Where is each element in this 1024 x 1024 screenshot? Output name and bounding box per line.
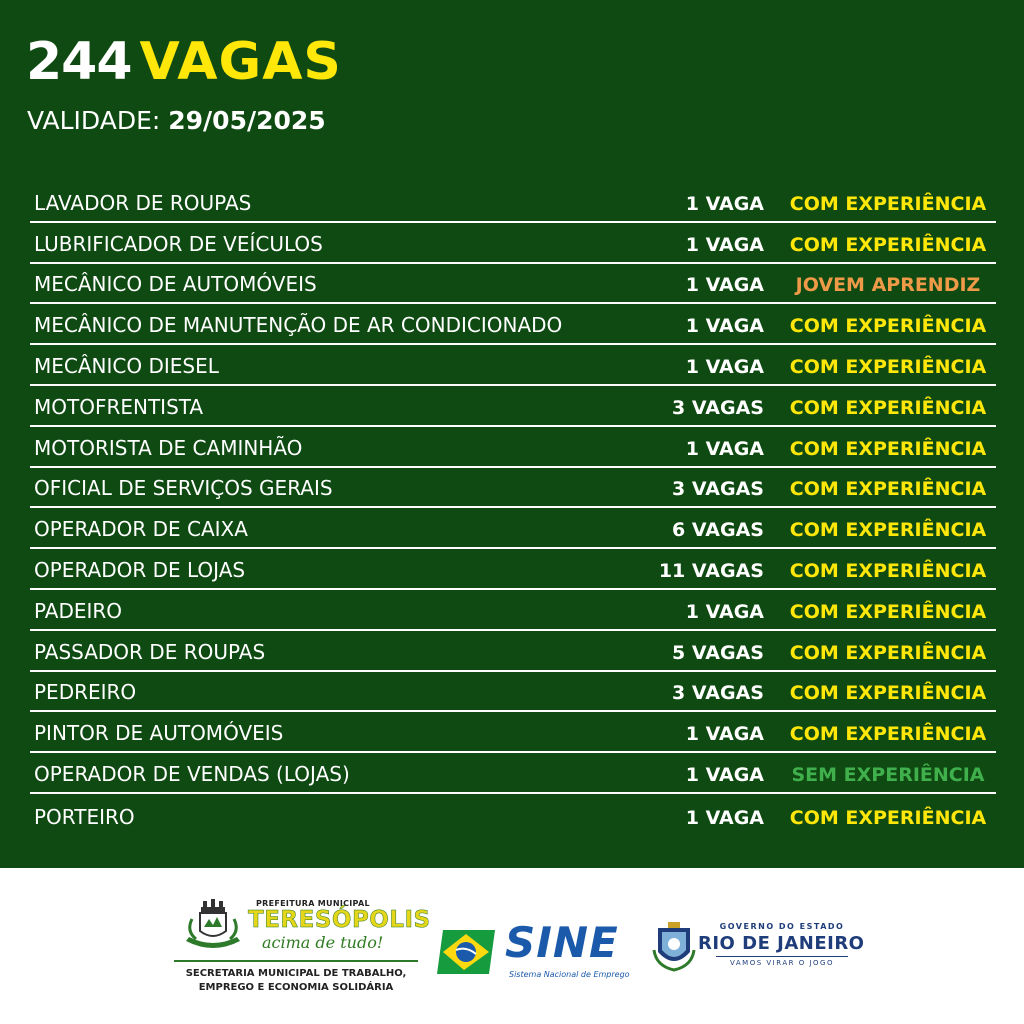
- job-row: [30, 590, 996, 631]
- job-row: [30, 345, 996, 386]
- job-quantity: 3 VAGAS: [672, 478, 764, 501]
- rio-de-janeiro-logo: [652, 918, 865, 978]
- sine-logo: [437, 918, 637, 984]
- job-title: OFICIAL DE SERVIÇOS GERAIS: [34, 476, 333, 501]
- job-title: PADEIRO: [34, 598, 123, 623]
- job-row: [30, 427, 996, 468]
- job-list: [30, 182, 996, 835]
- job-row: [30, 468, 996, 509]
- job-requirement: JOVEM APRENDIZ: [795, 274, 981, 297]
- job-title: PINTOR DE AUTOMÓVEIS: [34, 721, 284, 746]
- job-quantity: 1 VAGA: [685, 192, 764, 215]
- job-quantity: 1 VAGA: [685, 355, 764, 378]
- sine-name: SINE: [505, 918, 619, 967]
- job-requirement: COM EXPERIÊNCIA: [789, 192, 987, 215]
- job-title: OPERADOR DE VENDAS (LOJAS): [34, 761, 350, 786]
- job-title: OPERADOR DE LOJAS: [34, 557, 246, 582]
- job-quantity: 3 VAGAS: [672, 682, 764, 705]
- job-requirement: SEM EXPERIÊNCIA: [791, 763, 985, 786]
- job-quantity: 1 VAGA: [685, 763, 764, 786]
- job-requirement: COM EXPERIÊNCIA: [789, 600, 987, 623]
- headline: [26, 30, 342, 94]
- job-row: [30, 223, 996, 264]
- job-quantity: 1 VAGA: [685, 723, 764, 746]
- secretaria-line-1: SECRETARIA MUNICIPAL DE TRABALHO,: [185, 968, 407, 979]
- job-requirement: COM EXPERIÊNCIA: [789, 233, 987, 256]
- secretaria-line-2: EMPREGO E ECONOMIA SOLIDÁRIA: [198, 982, 394, 993]
- job-row: [30, 386, 996, 427]
- job-quantity: 6 VAGAS: [672, 519, 764, 542]
- validity-date: 29/05/2025: [168, 106, 326, 135]
- job-quantity: 1 VAGA: [685, 600, 764, 623]
- rio-slogan: VAMOS VIRAR O JOGO: [730, 959, 834, 967]
- validity-label: VALIDADE:: [27, 106, 161, 135]
- job-requirement: COM EXPERIÊNCIA: [789, 437, 987, 460]
- rio-de-janeiro-name: RIO DE JANEIRO: [698, 933, 865, 954]
- job-title: PEDREIRO: [34, 680, 137, 705]
- job-row: [30, 304, 996, 345]
- job-title: LAVADOR DE ROUPAS: [34, 190, 252, 215]
- job-title: PASSADOR DE ROUPAS: [34, 639, 266, 664]
- job-row: [30, 794, 996, 835]
- municipal-crest-icon: [182, 897, 244, 955]
- job-quantity: 1 VAGA: [685, 315, 764, 338]
- teresopolis-slogan: acima de tudo!: [262, 933, 384, 952]
- job-requirement: COM EXPERIÊNCIA: [789, 641, 987, 664]
- sine-subtitle: Sistema Nacional de Emprego: [509, 970, 630, 979]
- secretaria-name: [170, 967, 422, 995]
- vacancy-count: 244: [26, 32, 132, 92]
- job-row: [30, 264, 996, 305]
- job-quantity: 1 VAGA: [685, 437, 764, 460]
- job-title: OPERADOR DE CAIXA: [34, 517, 248, 542]
- job-title: MECÂNICO DIESEL: [34, 353, 219, 378]
- job-quantity: 5 VAGAS: [672, 641, 764, 664]
- vacancy-word: VAGAS: [139, 32, 342, 92]
- job-quantity: 1 VAGA: [685, 233, 764, 256]
- teresopolis-logo: [170, 893, 431, 1003]
- job-requirement: COM EXPERIÊNCIA: [789, 478, 987, 501]
- job-title: MECÂNICO DE AUTOMÓVEIS: [34, 272, 317, 297]
- validity: [27, 104, 326, 138]
- brazil-flag-icon: [437, 924, 501, 980]
- job-quantity: 1 VAGA: [685, 274, 764, 297]
- job-row: [30, 182, 996, 223]
- job-title: MOTORISTA DE CAMINHÃO: [34, 435, 303, 460]
- job-row: [30, 631, 996, 672]
- job-title: MECÂNICO DE MANUTENÇÃO DE AR CONDICIONADO: [34, 313, 563, 338]
- job-row: [30, 672, 996, 713]
- divider: [174, 960, 418, 962]
- job-requirement: COM EXPERIÊNCIA: [789, 723, 987, 746]
- job-quantity: 1 VAGA: [685, 806, 764, 829]
- job-requirement: COM EXPERIÊNCIA: [789, 355, 987, 378]
- prefeitura-label: PREFEITURA MUNICIPAL: [256, 899, 370, 908]
- job-row: [30, 712, 996, 753]
- job-quantity: 11 VAGAS: [658, 559, 764, 582]
- job-row: [30, 549, 996, 590]
- job-requirement: COM EXPERIÊNCIA: [789, 806, 987, 829]
- job-requirement: COM EXPERIÊNCIA: [789, 315, 987, 338]
- divider: [716, 956, 848, 957]
- job-requirement: COM EXPERIÊNCIA: [789, 396, 987, 419]
- state-seal-icon: [652, 920, 696, 974]
- governo-label: GOVERNO DO ESTADO: [719, 922, 845, 931]
- teresopolis-name: TERESÓPOLIS: [248, 907, 431, 933]
- job-title: PORTEIRO: [34, 804, 135, 829]
- job-title: LUBRIFICADOR DE VEÍCULOS: [34, 231, 323, 256]
- job-row: [30, 508, 996, 549]
- job-requirement: COM EXPERIÊNCIA: [789, 519, 987, 542]
- job-requirement: COM EXPERIÊNCIA: [789, 559, 987, 582]
- job-title: MOTOFRENTISTA: [34, 394, 204, 419]
- job-quantity: 3 VAGAS: [672, 396, 764, 419]
- job-row: [30, 753, 996, 794]
- job-requirement: COM EXPERIÊNCIA: [789, 682, 987, 705]
